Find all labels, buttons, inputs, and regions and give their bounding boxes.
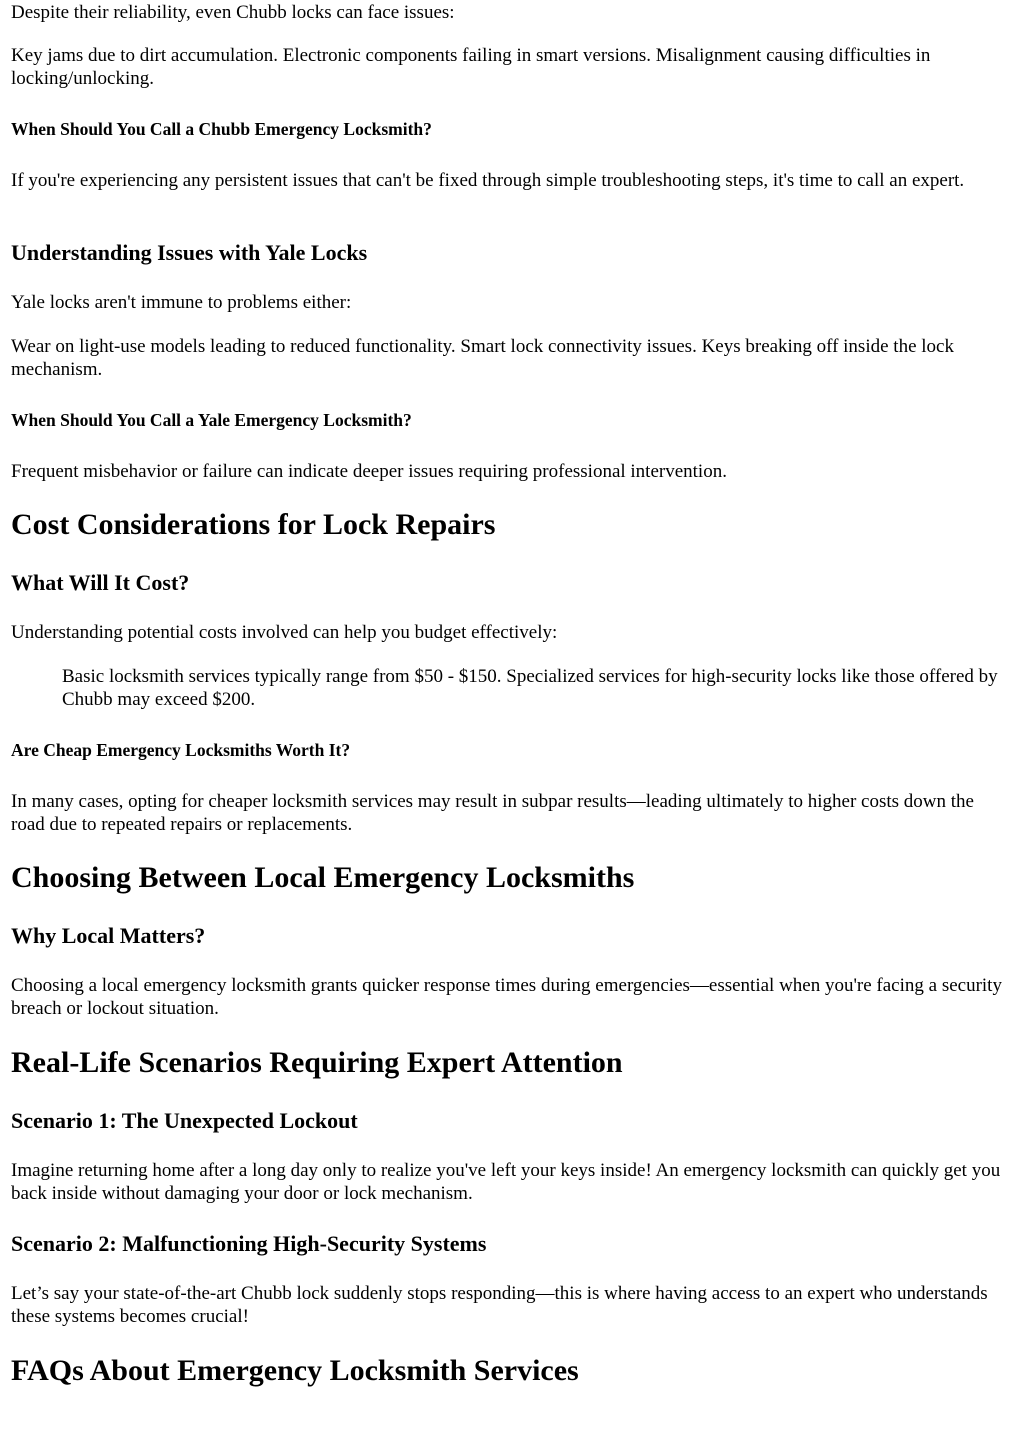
local-sub-heading: Why Local Matters? bbox=[11, 923, 206, 948]
yale-heading: Understanding Issues with Yale Locks bbox=[11, 240, 368, 265]
yale-when-heading: When Should You Call a Yale Emergency Locksmith? bbox=[11, 410, 412, 430]
cost-sub-heading: What Will It Cost? bbox=[11, 570, 190, 595]
yale-when-text: Frequent misbehavior or failure can indicate deeper issues requiring professional intervention. bbox=[11, 461, 727, 482]
chubb-when-text: If you're experiencing any persistent issues that can't be fixed through simple troubleshooting steps, it's time to call an expert. bbox=[11, 170, 965, 191]
cheap-locksmith-text: In many cases, opting for cheaper locksmith services may result in subpar results—leading ultimately to higher costs down the road due to repeated repairs or replacements. bbox=[11, 791, 974, 835]
local-heading: Choosing Between Local Emergency Locksmiths bbox=[11, 861, 635, 894]
faqs-heading: FAQs About Emergency Locksmith Services bbox=[11, 1354, 579, 1387]
scenario2-text: Let’s say your state-of-the-art Chubb lock suddenly stops responding—this is where having access to an expert who understands these systems becomes crucial! bbox=[11, 1283, 988, 1327]
cost-intro-text: Understanding potential costs involved can help you budget effectively: bbox=[11, 622, 558, 643]
cost-heading: Cost Considerations for Lock Repairs bbox=[11, 508, 496, 541]
cheap-locksmith-heading: Are Cheap Emergency Locksmiths Worth It? bbox=[11, 740, 351, 760]
scenario2-heading: Scenario 2: Malfunctioning High-Security Systems bbox=[11, 1231, 487, 1256]
scenarios-heading: Real-Life Scenarios Requiring Expert Attention bbox=[11, 1046, 623, 1079]
scenario1-text: Imagine returning home after a long day only to realize you've left your keys inside! An emergency locksmith can quickly get you back inside without damaging your door or lock mechanism. bbox=[11, 1160, 1001, 1204]
local-text: Choosing a local emergency locksmith grants quicker response times during emergencies—essential when you're facing a security breach or lockout situation. bbox=[11, 975, 1002, 1019]
scenario1-heading: Scenario 1: The Unexpected Lockout bbox=[11, 1108, 358, 1133]
chubb-issues-text: Key jams due to dirt accumulation. Electronic components failing in smart versions. Misalignment causing difficulties in locking/unlocking. bbox=[11, 45, 931, 89]
chubb-intro-text: Despite their reliability, even Chubb locks can face issues: bbox=[11, 2, 455, 23]
yale-issues-text: Wear on light-use models leading to reduced functionality. Smart lock connectivity issues. Keys breaking off inside the lock mechanism. bbox=[11, 336, 954, 380]
cost-blockquote: Basic locksmith services typically range from $50 - $150. Specialized services for high-security locks like those offered by Chubb may exceed $200. bbox=[62, 666, 998, 710]
yale-intro-text: Yale locks aren't immune to problems either: bbox=[11, 292, 352, 313]
chubb-when-heading: When Should You Call a Chubb Emergency Locksmith? bbox=[11, 119, 432, 139]
